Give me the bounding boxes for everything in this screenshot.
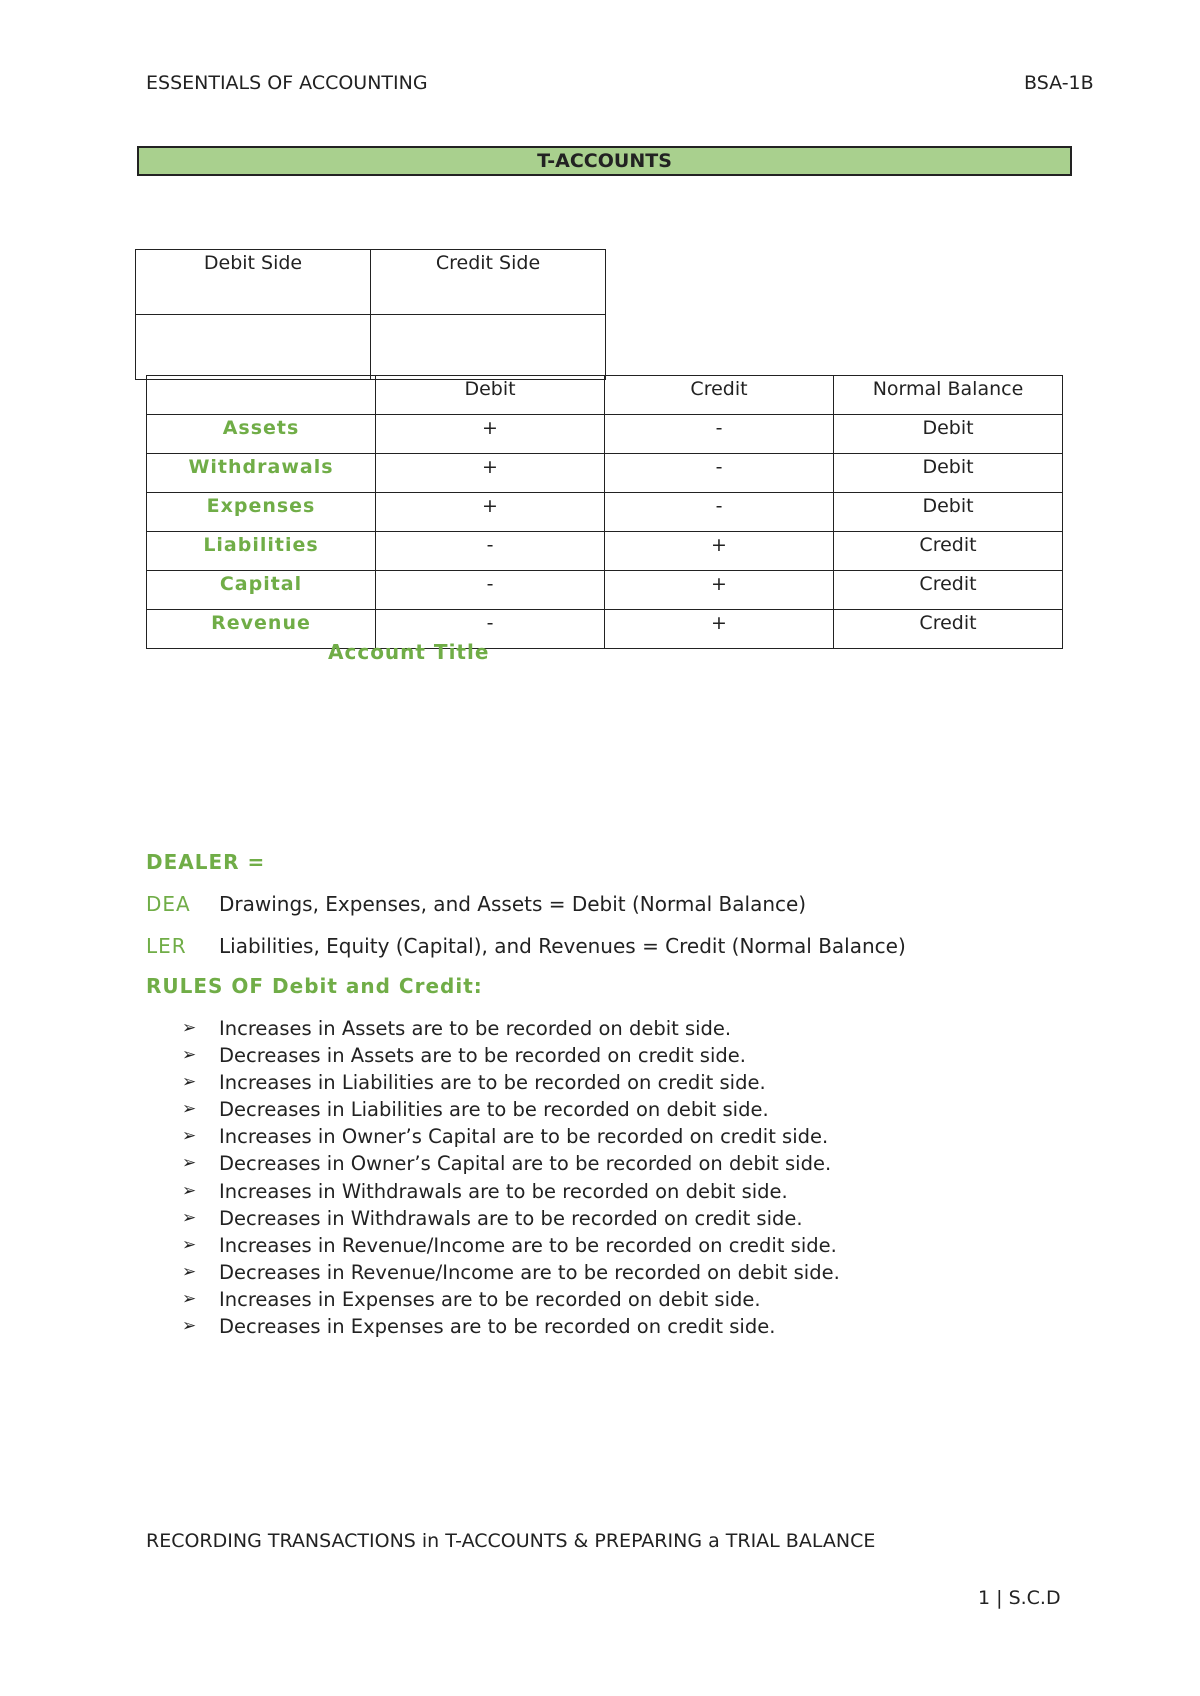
arrowhead-bullet-icon: ➢	[182, 1018, 197, 1038]
page-title-bar: T-ACCOUNTS	[137, 146, 1072, 176]
account-type-cell: Liabilities	[147, 532, 376, 571]
account-type-cell: Assets	[147, 415, 376, 454]
table-cell: -	[376, 532, 605, 571]
table-cell: +	[605, 610, 834, 649]
table-row	[147, 571, 1063, 610]
table-cell: +	[605, 571, 834, 610]
debit-side-label: Debit Side	[136, 250, 371, 315]
table-cell: -	[605, 454, 834, 493]
list-item: ➢ Increases in Liabilities are to be recorded on credit side.	[182, 1071, 766, 1095]
table-header-row	[147, 376, 1063, 415]
account-type-cell: Capital	[147, 571, 376, 610]
arrowhead-bullet-icon: ➢	[182, 1234, 197, 1255]
list-item: ➢ Decreases in Liabilities are to be recorded on debit side.	[182, 1098, 769, 1122]
list-item: ➢ Decreases in Revenue/Income are to be recorded on debit side.	[182, 1260, 840, 1284]
column-header: Normal Balance	[834, 376, 1063, 415]
dealer-heading: DEALER =	[146, 850, 266, 874]
arrowhead-bullet-icon: ➢	[182, 1153, 197, 1174]
table-cell: +	[605, 532, 834, 571]
table-cell: -	[376, 571, 605, 610]
arrowhead-bullet-icon: ➢	[182, 1316, 197, 1337]
arrowhead-bullet-icon: ➢	[182, 1261, 197, 1282]
rules-heading: RULES OF Debit and Credit:	[146, 974, 483, 998]
table-cell: -	[605, 415, 834, 454]
table-cell: +	[376, 415, 605, 454]
rules-list	[180, 1015, 840, 1340]
table-row	[147, 610, 1063, 649]
table-row	[147, 532, 1063, 571]
dea-text: Drawings, Expenses, and Assets = Debit (Normal Balance)	[219, 892, 807, 916]
arrowhead-bullet-icon: ➢	[182, 1045, 197, 1066]
list-item: ➢ Decreases in Expenses are to be recorded on credit side.	[182, 1315, 776, 1339]
table-cell: Debit	[834, 415, 1063, 454]
table-cell: +	[376, 493, 605, 532]
account-type-cell: Revenue	[147, 610, 376, 649]
column-header: Credit	[605, 376, 834, 415]
list-item: ➢ Increases in Expenses are to be recorded on debit side.	[182, 1287, 761, 1311]
dea-key: DEA	[146, 892, 191, 916]
arrowhead-bullet-icon: ➢	[182, 1288, 197, 1309]
account-title-label: Account Title	[328, 640, 490, 664]
account-type-cell: Expenses	[147, 493, 376, 532]
credit-side-cell	[371, 315, 606, 380]
arrowhead-bullet-icon: ➢	[182, 1072, 197, 1093]
table-cell: +	[376, 454, 605, 493]
list-item: ➢ Increases in Owner’s Capital are to be recorded on credit side.	[182, 1125, 829, 1149]
account-type-cell: Withdrawals	[147, 454, 376, 493]
ler-text: Liabilities, Equity (Capital), and Revenues = Credit (Normal Balance)	[219, 934, 906, 958]
column-header: Debit	[376, 376, 605, 415]
table-cell: Credit	[834, 610, 1063, 649]
list-item: ➢ Increases in Withdrawals are to be recorded on debit side.	[182, 1179, 788, 1203]
column-header	[147, 376, 376, 415]
footer-text: RECORDING TRANSACTIONS in T-ACCOUNTS & PREPARING a TRIAL BALANCE	[146, 1530, 876, 1552]
ler-key: LER	[146, 934, 187, 958]
table-row	[147, 454, 1063, 493]
table-row	[147, 493, 1063, 532]
table-cell: Debit	[834, 454, 1063, 493]
arrowhead-bullet-icon: ➢	[182, 1099, 197, 1120]
t-account-diagram	[135, 249, 606, 380]
arrowhead-bullet-icon: ➢	[182, 1126, 197, 1147]
arrowhead-bullet-icon: ➢	[182, 1180, 197, 1201]
table-cell: Debit	[834, 493, 1063, 532]
arrowhead-bullet-icon: ➢	[182, 1207, 197, 1228]
page-number: 1 | S.C.D	[978, 1587, 1061, 1609]
list-item: ➢ Decreases in Withdrawals are to be recorded on credit side.	[182, 1206, 803, 1230]
table-cell: Credit	[834, 532, 1063, 571]
credit-side-label: Credit Side	[371, 250, 606, 315]
table-cell: -	[376, 610, 605, 649]
list-item: ➢ Increases in Assets are to be recorded on debit side.	[182, 1017, 732, 1040]
list-item: ➢ Increases in Revenue/Income are to be recorded on credit side.	[182, 1233, 837, 1257]
list-item: ➢ Decreases in Owner’s Capital are to be recorded on debit side.	[182, 1152, 832, 1176]
table-row	[147, 415, 1063, 454]
table-cell: Credit	[834, 571, 1063, 610]
header-document-title: ESSENTIALS OF ACCOUNTING	[146, 72, 428, 94]
header-section-code: BSA-1B	[1024, 72, 1094, 94]
normal-balance-table	[146, 375, 1063, 649]
list-item: ➢ Decreases in Assets are to be recorded on credit side.	[182, 1044, 746, 1068]
debit-side-cell	[136, 315, 371, 380]
table-cell: -	[605, 493, 834, 532]
